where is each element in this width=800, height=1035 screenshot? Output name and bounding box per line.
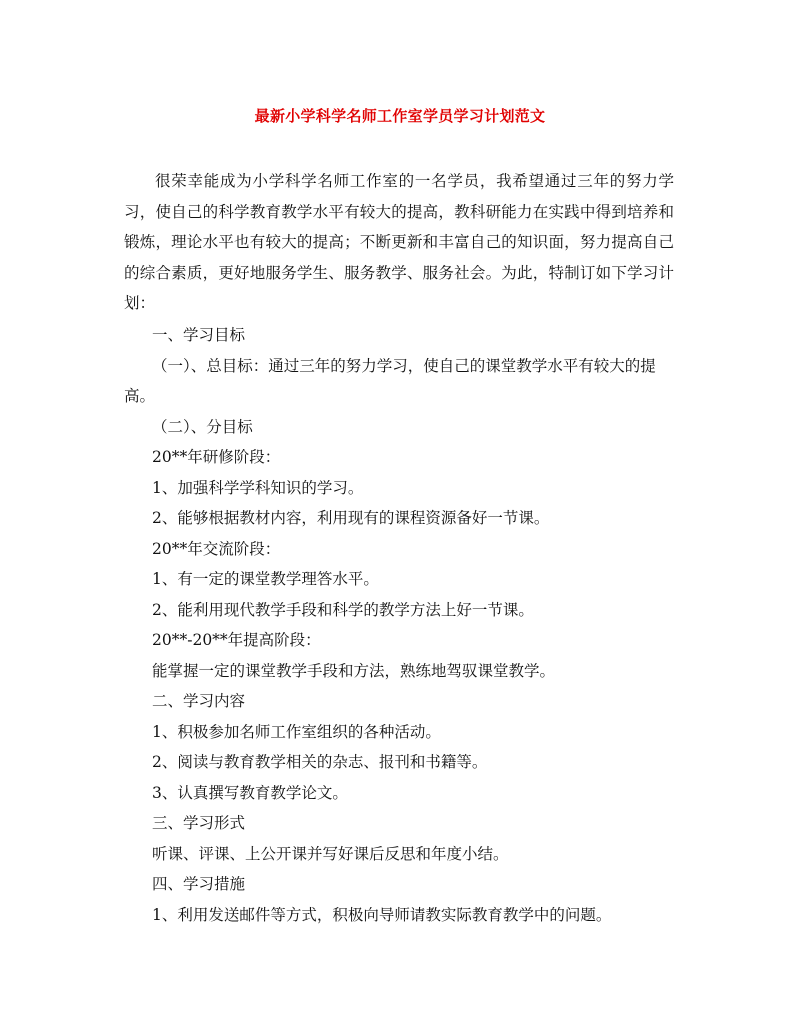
section-heading-measures: 四、学习措施: [152, 875, 246, 893]
section-heading-goals: 一、学习目标: [152, 326, 246, 344]
stage-heading-exchange: 20**年交流阶段：: [152, 539, 281, 558]
list-item: 1、有一定的课堂教学理答水平。: [152, 570, 379, 588]
section-heading-content: 二、学习内容: [152, 692, 246, 710]
list-item: 3、认真撰写教育教学论文。: [152, 783, 348, 802]
list-item: 1、利用发送邮件等方式，积极向导师请教实际教育教学中的问题。: [152, 905, 612, 924]
list-item: 1、积极参加名师工作室组织的各种活动。: [152, 722, 441, 741]
stage-heading-study: 20**年研修阶段：: [152, 448, 281, 466]
list-item: 能掌握一定的课堂教学手段和方法，熟练地驾驭课堂教学。: [152, 661, 556, 680]
overall-goal-line: （一）、总目标：通过三年的努力学习，使自己的课堂教学水平有较大的提高。: [124, 356, 656, 405]
intro-paragraph: 很荣幸能成为小学科学名师工作室的一名学员，我希望通过三年的努力学习，使自己的科学教育教学水平有较大的提高，教科研能力在实践中得到培养和锻炼，理论水平也有较大的提高；不断更新和丰富自己的知识面，努力提高自己的综合素质，更好地服务学生、服务教学、服务社会。为此，特制订如下学习计划：: [124, 172, 674, 312]
sub-goal-heading: （二）、分目标: [152, 417, 253, 436]
document-title: 最新小学科学名师工作室学员学习计划范文: [254, 107, 546, 125]
list-item: 听课、评课、上公开课并写好课后反思和年度小结。: [152, 844, 509, 863]
list-item: 1、加强科学学科知识的学习。: [152, 478, 364, 497]
section-heading-form: 三、学习形式: [152, 814, 246, 832]
list-item: 2、能利用现代教学手段和科学的教学方法上好一节课。: [152, 600, 534, 619]
stage-heading-improve: 20**-20**年提高阶段：: [152, 631, 321, 649]
list-item: 2、能够根据教材内容，利用现有的课程资源备好一节课。: [152, 509, 550, 527]
list-item: 2、阅读与教育教学相关的杂志、报刊和书籍等。: [152, 753, 488, 771]
plan-body: [124, 320, 674, 930]
